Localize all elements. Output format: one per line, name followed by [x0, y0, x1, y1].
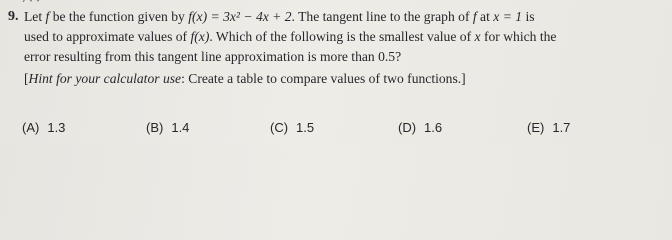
choice-e[interactable] — [527, 120, 570, 136]
choice-c[interactable] — [270, 120, 314, 136]
text-segment: used to approximate values of — [24, 29, 191, 44]
handwritten-scribble — [22, 0, 44, 4]
choice-letter: (D) — [398, 120, 417, 135]
question-line-1 — [24, 9, 535, 25]
hint-text: : Create a table to compare values of two functions.] — [181, 71, 466, 86]
choice-value: 1.6 — [424, 120, 443, 135]
choice-letter: (A) — [22, 120, 40, 135]
choice-a[interactable] — [22, 120, 65, 136]
x-equals-one: x = 1 — [493, 9, 523, 24]
choice-value: 1.4 — [171, 120, 190, 135]
variable-x: x — [474, 29, 481, 44]
text-segment: at — [476, 9, 494, 24]
choice-b[interactable] — [146, 120, 189, 136]
text-segment: for which the — [480, 29, 557, 44]
function-name: f — [472, 9, 477, 24]
choice-letter: (E) — [527, 120, 545, 135]
text-segment: Let — [24, 9, 46, 24]
text-segment: is — [522, 9, 535, 24]
hint-bracket: [ — [24, 71, 29, 86]
function-name: f — [45, 9, 50, 24]
text-segment: . Which of the following is the smallest value of — [209, 29, 475, 44]
question-line-2 — [24, 29, 556, 45]
scribble-mark — [22, 0, 44, 4]
text-segment: be the function given by — [49, 9, 189, 24]
choice-letter: (C) — [270, 120, 289, 135]
choice-letter: (B) — [146, 120, 164, 135]
question-number: 9. — [8, 9, 19, 24]
question-line-3: error resulting from this tangent line approximation is more than 0.5? — [24, 49, 402, 64]
calculator-hint — [24, 71, 466, 87]
choice-value: 1.5 — [296, 120, 315, 135]
text-segment: . The tangent line to the graph of — [291, 9, 473, 24]
choice-value: 1.3 — [47, 120, 66, 135]
hint-lead-text: Hint for your calculator use — [28, 71, 182, 86]
choice-d[interactable] — [398, 120, 442, 136]
function-equation: f(x) = 3x² − 4x + 2 — [188, 9, 292, 24]
function-notation: f(x) — [190, 29, 210, 44]
choice-value: 1.7 — [552, 120, 571, 135]
